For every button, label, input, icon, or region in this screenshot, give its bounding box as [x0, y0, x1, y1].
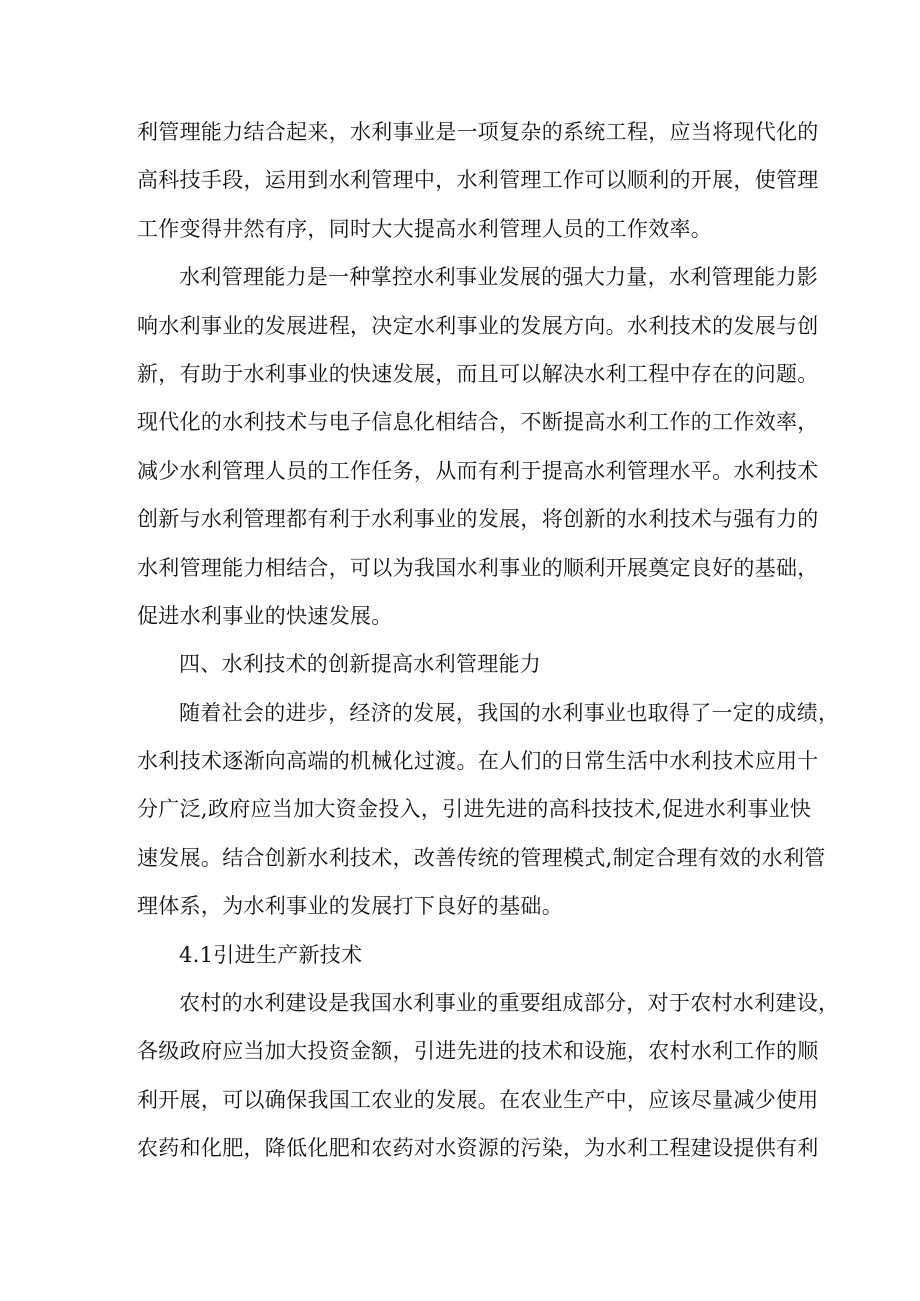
text-line: 各级政府应当加大投资金额，引进先进的技术和设施，农村水利工作的顺 [137, 1039, 819, 1064]
text-line: 速发展。结合创新水利技术，改善传统的管理模式,制定合理有效的水利管 [137, 845, 826, 870]
paragraph-first-line: 农村的水利建设是我国水利事业的重要组成部分，对于农村水利建设， [179, 991, 840, 1016]
text-line: 水利管理能力相结合，可以为我国水利事业的顺利开展奠定良好的基础， [137, 555, 819, 580]
text-line: 促进水利事业的快速发展。 [137, 603, 393, 628]
text-line: 利开展，可以确保我国工农业的发展。在农业生产中，应该尽量减少使用 [137, 1087, 819, 1112]
paragraph-first-line: 随着社会的进步，经济的发展，我国的水利事业也取得了一定的成绩， [179, 700, 840, 725]
text-line: 利管理能力结合起来，水利事业是一项复杂的系统工程，应当将现代化的 [137, 120, 819, 144]
text-line: 工作变得井然有序，同时大大提高水利管理人员的工作效率。 [137, 216, 713, 241]
subsection-heading: 4.1引进生产新技术 [179, 942, 363, 967]
text-line: 现代化的水利技术与电子信息化相结合，不断提高水利工作的工作效率， [137, 410, 819, 435]
text-line: 分广泛,政府应当加大资金投入，引进先进的高科技技术,促进水利事业快 [137, 797, 812, 822]
text-line: 理体系，为水利事业的发展打下良好的基础。 [137, 894, 563, 919]
text-line: 高科技手段，运用到水利管理中，水利管理工作可以顺利的开展，使管理 [137, 168, 819, 193]
document-body [137, 112, 840, 1177]
text-line: 减少水利管理人员的工作任务，从而有利于提高水利管理水平。水利技术 [137, 458, 819, 483]
section-heading: 四、水利技术的创新提高水利管理能力 [179, 652, 542, 677]
text-line: 响水利事业的发展进程，决定水利事业的发展方向。水利技术的发展与创 [137, 313, 819, 338]
text-line: 水利技术逐渐向高端的机械化过渡。在人们的日常生活中水利技术应用十 [137, 749, 819, 774]
text-line: 农药和化肥，降低化肥和农药对水资源的污染，为水利工程建设提供有利 [137, 1136, 819, 1161]
text-line: 创新与水利管理都有利于水利事业的发展，将创新的水利技术与强有力的 [137, 507, 819, 532]
text-line: 新，有助于水利事业的快速发展，而且可以解决水利工程中存在的问题。 [137, 361, 819, 386]
paragraph-first-line: 水利管理能力是一种掌控水利事业发展的强大力量，水利管理能力影 [179, 265, 818, 290]
